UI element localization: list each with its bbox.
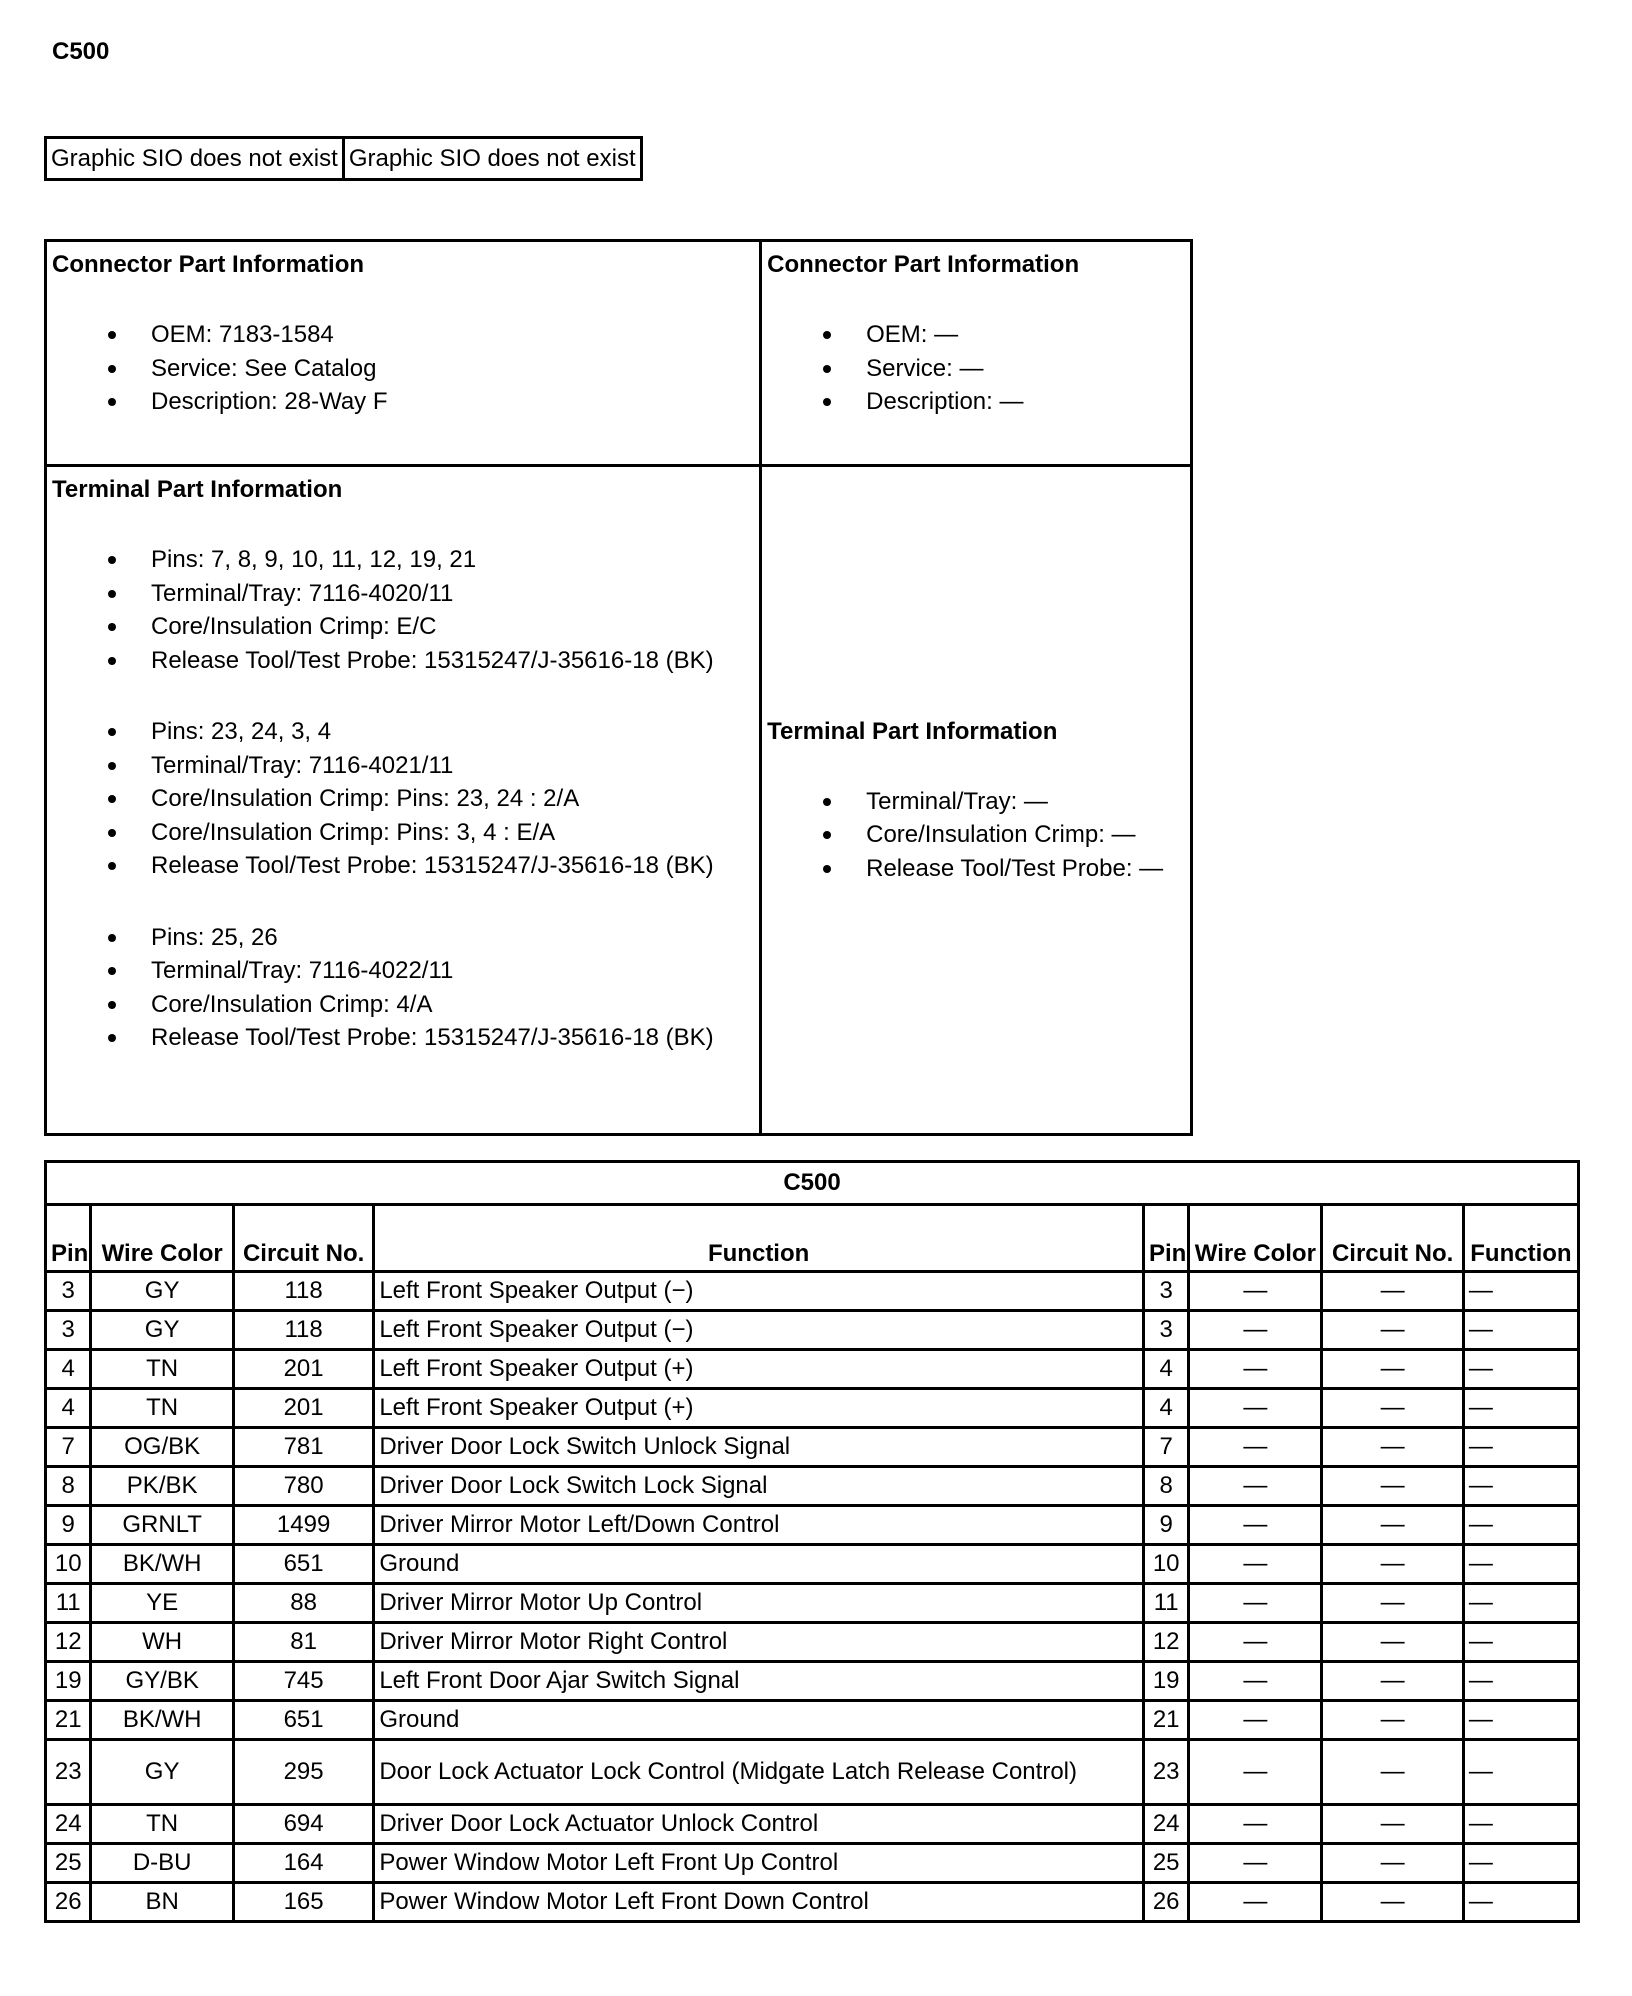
wire-color-cell: TN bbox=[91, 1805, 234, 1844]
list-item: Terminal/Tray: — bbox=[767, 785, 1186, 819]
circuit-no-cell-2: — bbox=[1322, 1311, 1463, 1350]
circuit-no-cell-2: — bbox=[1322, 1883, 1463, 1922]
wire-color-cell-2: — bbox=[1189, 1428, 1322, 1467]
function-cell: Power Window Motor Left Front Up Control bbox=[374, 1844, 1144, 1883]
circuit-no-cell: 201 bbox=[233, 1350, 373, 1389]
wire-color-cell: PK/BK bbox=[91, 1467, 234, 1506]
function-cell-2: — bbox=[1463, 1506, 1578, 1545]
pinout-table bbox=[44, 1160, 1580, 1923]
connector-info-heading: Connector Part Information bbox=[767, 251, 1080, 278]
function-cell: Power Window Motor Left Front Down Control bbox=[374, 1883, 1144, 1922]
circuit-no-cell: 201 bbox=[233, 1389, 373, 1428]
wire-color-cell-2: — bbox=[1189, 1844, 1322, 1883]
wire-color-cell: BN bbox=[91, 1883, 234, 1922]
wire-color-cell: OG/BK bbox=[91, 1428, 234, 1467]
circuit-no-cell: 295 bbox=[233, 1740, 373, 1805]
pin-cell: 11 bbox=[46, 1584, 91, 1623]
pin-cell: 23 bbox=[46, 1740, 91, 1805]
circuit-no-cell-2: — bbox=[1322, 1662, 1463, 1701]
table-row bbox=[46, 1272, 1579, 1311]
connector-info-list bbox=[767, 318, 1186, 419]
connector-info-list bbox=[52, 318, 755, 419]
pin-cell: 12 bbox=[46, 1623, 91, 1662]
function-cell: Left Front Speaker Output (+) bbox=[374, 1350, 1144, 1389]
table-row bbox=[46, 1805, 1579, 1844]
function-cell-2: — bbox=[1463, 1701, 1578, 1740]
circuit-no-cell-2: — bbox=[1322, 1740, 1463, 1805]
pin-cell: 10 bbox=[46, 1545, 91, 1584]
pin-cell-2: 26 bbox=[1143, 1883, 1188, 1922]
list-item: Description: 28-Way F bbox=[52, 385, 755, 419]
function-cell-2: — bbox=[1463, 1740, 1578, 1805]
table-row bbox=[46, 1311, 1579, 1350]
terminal-info-group-1 bbox=[52, 543, 755, 677]
wire-color-cell-2: — bbox=[1189, 1662, 1322, 1701]
connector-info-left bbox=[46, 241, 761, 466]
wire-color-cell: GY bbox=[91, 1272, 234, 1311]
table-row bbox=[46, 1350, 1579, 1389]
circuit-no-cell-2: — bbox=[1322, 1844, 1463, 1883]
function-cell: Driver Mirror Motor Left/Down Control bbox=[374, 1506, 1144, 1545]
table-row bbox=[46, 1662, 1579, 1701]
pin-cell: 9 bbox=[46, 1506, 91, 1545]
list-item: Release Tool/Test Probe: 15315247/J-35616-18 (BK) bbox=[52, 849, 755, 883]
wire-color-cell-2: — bbox=[1189, 1311, 1322, 1350]
pin-cell: 7 bbox=[46, 1428, 91, 1467]
header-function-2: Function bbox=[1463, 1205, 1578, 1272]
pin-cell: 3 bbox=[46, 1272, 91, 1311]
circuit-no-cell: 88 bbox=[233, 1584, 373, 1623]
list-item: Description: — bbox=[767, 385, 1186, 419]
wire-color-cell: D-BU bbox=[91, 1844, 234, 1883]
wire-color-cell-2: — bbox=[1189, 1701, 1322, 1740]
terminal-info-heading: Terminal Part Information bbox=[767, 717, 1058, 745]
list-item: Terminal/Tray: 7116-4022/11 bbox=[52, 954, 755, 988]
pin-cell: 4 bbox=[46, 1389, 91, 1428]
wire-color-cell: BK/WH bbox=[91, 1545, 234, 1584]
wire-color-cell-2: — bbox=[1189, 1389, 1322, 1428]
table-row bbox=[46, 1389, 1579, 1428]
function-cell: Driver Door Lock Actuator Unlock Control bbox=[374, 1805, 1144, 1844]
function-cell: Ground bbox=[374, 1701, 1144, 1740]
pin-cell: 19 bbox=[46, 1662, 91, 1701]
circuit-no-cell: 780 bbox=[233, 1467, 373, 1506]
terminal-info-list bbox=[767, 785, 1186, 886]
header-circuit-no-2: Circuit No. bbox=[1322, 1205, 1463, 1272]
function-cell-2: — bbox=[1463, 1272, 1578, 1311]
function-cell-2: — bbox=[1463, 1311, 1578, 1350]
pin-cell: 3 bbox=[46, 1311, 91, 1350]
pin-cell-2: 12 bbox=[1143, 1623, 1188, 1662]
pin-cell: 8 bbox=[46, 1467, 91, 1506]
list-item: Release Tool/Test Probe: — bbox=[767, 852, 1186, 886]
wire-color-cell-2: — bbox=[1189, 1883, 1322, 1922]
table-row bbox=[46, 1844, 1579, 1883]
list-item: Terminal/Tray: 7116-4020/11 bbox=[52, 577, 755, 611]
pin-cell: 26 bbox=[46, 1883, 91, 1922]
circuit-no-cell-2: — bbox=[1322, 1428, 1463, 1467]
pin-cell-2: 3 bbox=[1143, 1311, 1188, 1350]
terminal-info-heading: Terminal Part Information bbox=[52, 476, 343, 503]
function-cell: Door Lock Actuator Lock Control (Midgate Latch Release Control) bbox=[374, 1740, 1144, 1805]
table-row bbox=[46, 1545, 1579, 1584]
circuit-no-cell-2: — bbox=[1322, 1623, 1463, 1662]
function-cell: Ground bbox=[374, 1545, 1144, 1584]
wire-color-cell: GY bbox=[91, 1311, 234, 1350]
wire-color-cell: GY/BK bbox=[91, 1662, 234, 1701]
circuit-no-cell-2: — bbox=[1322, 1467, 1463, 1506]
table-row bbox=[46, 1883, 1579, 1922]
wire-color-cell: YE bbox=[91, 1584, 234, 1623]
wire-color-cell-2: — bbox=[1189, 1506, 1322, 1545]
circuit-no-cell-2: — bbox=[1322, 1350, 1463, 1389]
header-function: Function bbox=[374, 1205, 1144, 1272]
wire-color-cell: BK/WH bbox=[91, 1701, 234, 1740]
circuit-no-cell-2: — bbox=[1322, 1389, 1463, 1428]
circuit-no-cell-2: — bbox=[1322, 1272, 1463, 1311]
page-title: C500 bbox=[52, 38, 110, 65]
list-item: Core/Insulation Crimp: Pins: 3, 4 : E/A bbox=[52, 816, 755, 850]
circuit-no-cell: 164 bbox=[233, 1844, 373, 1883]
circuit-no-cell-2: — bbox=[1322, 1805, 1463, 1844]
connector-info-right bbox=[761, 241, 1192, 466]
header-circuit-no: Circuit No. bbox=[233, 1205, 373, 1272]
circuit-no-cell: 165 bbox=[233, 1883, 373, 1922]
wire-color-cell: GRNLT bbox=[91, 1506, 234, 1545]
graphic-placeholder-right: Graphic SIO does not exist bbox=[343, 138, 641, 180]
header-pin-2: Pin bbox=[1143, 1205, 1188, 1272]
graphic-table bbox=[44, 136, 643, 181]
terminal-info-group-2 bbox=[52, 715, 755, 883]
pin-cell-2: 9 bbox=[1143, 1506, 1188, 1545]
function-cell: Left Front Speaker Output (−) bbox=[374, 1272, 1144, 1311]
circuit-no-cell-2: — bbox=[1322, 1701, 1463, 1740]
wire-color-cell-2: — bbox=[1189, 1623, 1322, 1662]
pinout-title: C500 bbox=[46, 1162, 1579, 1205]
list-item: Pins: 7, 8, 9, 10, 11, 12, 19, 21 bbox=[52, 543, 755, 577]
pin-cell: 4 bbox=[46, 1350, 91, 1389]
circuit-no-cell: 118 bbox=[233, 1272, 373, 1311]
wire-color-cell-2: — bbox=[1189, 1272, 1322, 1311]
wire-color-cell-2: — bbox=[1189, 1545, 1322, 1584]
circuit-no-cell: 81 bbox=[233, 1623, 373, 1662]
function-cell-2: — bbox=[1463, 1844, 1578, 1883]
pin-cell-2: 19 bbox=[1143, 1662, 1188, 1701]
function-cell: Left Front Door Ajar Switch Signal bbox=[374, 1662, 1144, 1701]
circuit-no-cell: 651 bbox=[233, 1701, 373, 1740]
function-cell-2: — bbox=[1463, 1584, 1578, 1623]
table-row bbox=[46, 1584, 1579, 1623]
wire-color-cell-2: — bbox=[1189, 1584, 1322, 1623]
list-item: Core/Insulation Crimp: — bbox=[767, 818, 1186, 852]
part-information-table bbox=[44, 239, 1193, 1136]
list-item: Release Tool/Test Probe: 15315247/J-35616-18 (BK) bbox=[52, 1021, 755, 1055]
circuit-no-cell: 745 bbox=[233, 1662, 373, 1701]
function-cell-2: — bbox=[1463, 1389, 1578, 1428]
circuit-no-cell-2: — bbox=[1322, 1506, 1463, 1545]
function-cell-2: — bbox=[1463, 1428, 1578, 1467]
circuit-no-cell-2: — bbox=[1322, 1545, 1463, 1584]
list-item: Core/Insulation Crimp: 4/A bbox=[52, 988, 755, 1022]
function-cell: Driver Door Lock Switch Lock Signal bbox=[374, 1467, 1144, 1506]
pin-cell-2: 7 bbox=[1143, 1428, 1188, 1467]
pin-cell: 21 bbox=[46, 1701, 91, 1740]
function-cell-2: — bbox=[1463, 1467, 1578, 1506]
pin-cell-2: 25 bbox=[1143, 1844, 1188, 1883]
header-wire-color-2: Wire Color bbox=[1189, 1205, 1322, 1272]
pin-cell-2: 23 bbox=[1143, 1740, 1188, 1805]
circuit-no-cell: 1499 bbox=[233, 1506, 373, 1545]
function-cell-2: — bbox=[1463, 1350, 1578, 1389]
terminal-info-right bbox=[761, 466, 1192, 1135]
list-item: Service: — bbox=[767, 352, 1186, 386]
list-item: Pins: 25, 26 bbox=[52, 921, 755, 955]
function-cell: Left Front Speaker Output (−) bbox=[374, 1311, 1144, 1350]
pinout-body bbox=[46, 1272, 1579, 1922]
graphic-placeholder-left: Graphic SIO does not exist bbox=[46, 138, 344, 180]
header-pin: Pin bbox=[46, 1205, 91, 1272]
pin-cell-2: 4 bbox=[1143, 1350, 1188, 1389]
wire-color-cell-2: — bbox=[1189, 1467, 1322, 1506]
wire-color-cell: TN bbox=[91, 1389, 234, 1428]
pin-cell: 24 bbox=[46, 1805, 91, 1844]
list-item: OEM: 7183-1584 bbox=[52, 318, 755, 352]
function-cell-2: — bbox=[1463, 1805, 1578, 1844]
table-row bbox=[46, 1740, 1579, 1805]
table-row bbox=[46, 1623, 1579, 1662]
wire-color-cell-2: — bbox=[1189, 1350, 1322, 1389]
wire-color-cell: GY bbox=[91, 1740, 234, 1805]
wire-color-cell: WH bbox=[91, 1623, 234, 1662]
pin-cell-2: 4 bbox=[1143, 1389, 1188, 1428]
circuit-no-cell-2: — bbox=[1322, 1584, 1463, 1623]
list-item: Pins: 23, 24, 3, 4 bbox=[52, 715, 755, 749]
pin-cell-2: 10 bbox=[1143, 1545, 1188, 1584]
function-cell-2: — bbox=[1463, 1545, 1578, 1584]
circuit-no-cell: 694 bbox=[233, 1805, 373, 1844]
pin-cell-2: 24 bbox=[1143, 1805, 1188, 1844]
circuit-no-cell: 781 bbox=[233, 1428, 373, 1467]
function-cell: Left Front Speaker Output (+) bbox=[374, 1389, 1144, 1428]
pin-cell-2: 3 bbox=[1143, 1272, 1188, 1311]
list-item: Core/Insulation Crimp: Pins: 23, 24 : 2/A bbox=[52, 782, 755, 816]
wire-color-cell: TN bbox=[91, 1350, 234, 1389]
terminal-info-group-3 bbox=[52, 921, 755, 1055]
header-wire-color: Wire Color bbox=[91, 1205, 234, 1272]
table-row bbox=[46, 1506, 1579, 1545]
wire-color-cell-2: — bbox=[1189, 1805, 1322, 1844]
function-cell: Driver Mirror Motor Up Control bbox=[374, 1584, 1144, 1623]
terminal-info-left bbox=[46, 466, 761, 1135]
circuit-no-cell: 651 bbox=[233, 1545, 373, 1584]
function-cell: Driver Mirror Motor Right Control bbox=[374, 1623, 1144, 1662]
list-item: Core/Insulation Crimp: E/C bbox=[52, 610, 755, 644]
function-cell-2: — bbox=[1463, 1623, 1578, 1662]
pin-cell-2: 21 bbox=[1143, 1701, 1188, 1740]
circuit-no-cell: 118 bbox=[233, 1311, 373, 1350]
table-row bbox=[46, 1428, 1579, 1467]
list-item: Service: See Catalog bbox=[52, 352, 755, 386]
table-row bbox=[46, 1701, 1579, 1740]
function-cell: Driver Door Lock Switch Unlock Signal bbox=[374, 1428, 1144, 1467]
wire-color-cell-2: — bbox=[1189, 1740, 1322, 1805]
pin-cell-2: 8 bbox=[1143, 1467, 1188, 1506]
list-item: OEM: — bbox=[767, 318, 1186, 352]
pin-cell: 25 bbox=[46, 1844, 91, 1883]
list-item: Release Tool/Test Probe: 15315247/J-35616-18 (BK) bbox=[52, 644, 755, 678]
function-cell-2: — bbox=[1463, 1883, 1578, 1922]
pin-cell-2: 11 bbox=[1143, 1584, 1188, 1623]
list-item: Terminal/Tray: 7116-4021/11 bbox=[52, 749, 755, 783]
table-row bbox=[46, 1467, 1579, 1506]
function-cell-2: — bbox=[1463, 1662, 1578, 1701]
connector-info-heading: Connector Part Information bbox=[52, 251, 365, 278]
